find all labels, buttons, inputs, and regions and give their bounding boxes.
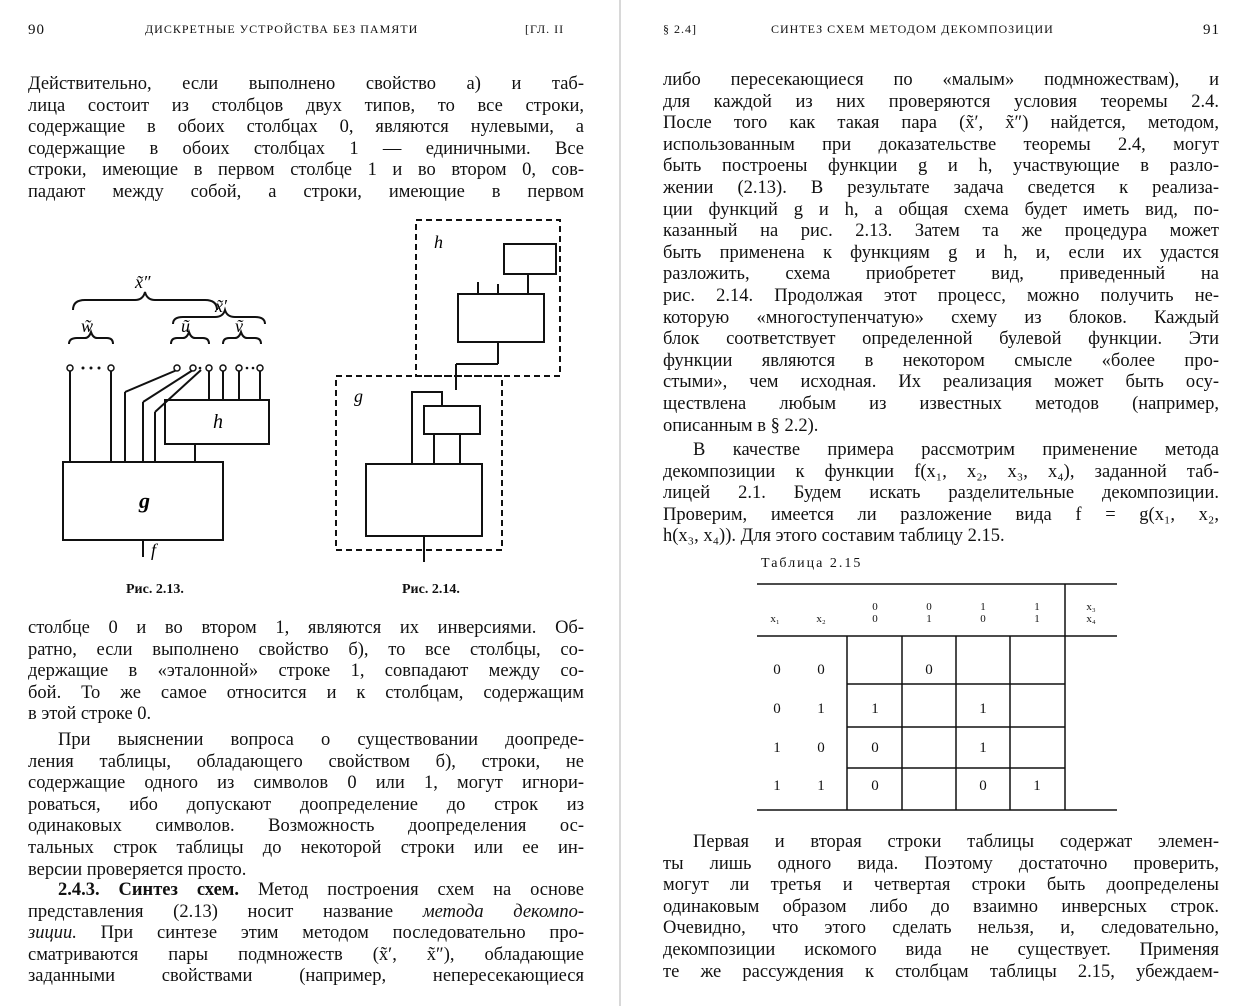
table-cell: 0 [925,662,933,678]
table-2-15 [757,582,1117,814]
fig214-g-label: g [354,386,363,406]
page-number-left: 90 [28,22,45,38]
output-f-label: f [151,540,157,560]
text-line: жении (2.13). В результате задача сведется к реализа- [663,177,1219,198]
text-line: стыми», чем исходная. Их реализация может быть осу- [663,372,1219,393]
text-line [28,902,584,924]
table-cell: 1 [979,740,987,756]
text-line: декомпозиции к функции f(x₁, x₂, x₃, x₄), заданной таб- [663,461,1219,482]
text-span: При синтезе этим методом последовательно про- [100,923,584,944]
caption-fig-2-14: Рис. 2.14. [402,582,460,597]
text-line: тальных строк таблицы до некоторой строки или ее ин- [28,837,584,858]
text-line: в этой строке 0. [28,704,152,725]
corner-x1: x₁ [770,613,780,625]
text-line: могут ли третья и четвертая строки быть доопределены [663,875,1219,896]
text-line: столбце 0 и во втором 1, являются их инверсиями. Об- [28,618,584,638]
table-cell: 1 [979,701,987,717]
figure-2-14 [330,214,570,564]
table-cell: 1 [871,701,879,717]
text-line: Очевидно, что этого сделать нельзя, и, следовательно, [663,918,1219,939]
section-heading-2-4-3: 2.4.3. Синтез схем. [58,880,240,900]
text-line: декомпозиции искомого вида не существует. Применяя [663,939,1219,960]
col-header: 1 [1034,613,1040,625]
row-x2: 1 [817,701,825,717]
right-para-3 [663,832,1219,983]
text-line: держащие в «эталонной» строке 1, совпадают между со- [28,661,584,682]
right-para-2 [663,440,1219,548]
text-line: роваться, ибо допускают доопределение до строк из [28,794,584,815]
text-line: одинаковых символов. Возможность доопределения ос- [28,816,584,837]
col-header: 0 [980,613,986,625]
text-span: Метод построения схем на основе [257,880,584,900]
text-span-italic: зиции. [28,923,77,944]
table-cell: 1 [1033,778,1041,794]
page-number-right: 91 [1203,22,1220,38]
text-line: ты лишь одного вида. Поэтому достаточно проверить, [663,853,1219,874]
right-para-1 [663,70,1219,437]
table-cell: 0 [979,778,987,794]
text-line: В качестве примера рассмотрим применение метода [693,440,1219,460]
table-cell: 0 [871,778,879,794]
col-header: 0 [872,613,878,625]
text-line: описанным в § 2.2). [663,415,819,436]
text-line: быть применена к функциям g и h, и, если их удастся [663,242,1219,263]
box-g-label: g [139,488,150,513]
text-line: блок соответствует определенной булевой функции. Эти [663,329,1219,350]
running-head-right: СИНТЕЗ СХЕМ МЕТОДОМ ДЕКОМПОЗИЦИИ [771,22,1054,36]
text-line: рис. 2.14. Продолжая этот процесс, можно получить не- [663,285,1219,306]
table-title: Таблица 2.15 [761,556,863,571]
text-line: h(x₃, x₄)). Для этого составим таблицу 2.15. [663,526,1005,547]
running-head-left: ДИСКРЕТНЫЕ УСТРОЙСТВА БЕЗ ПАМЯТИ [145,22,419,36]
chapter-ref: [ГЛ. II [525,22,565,36]
section-ref: § 2.4] [663,22,697,36]
label-v: ṽ [235,316,243,336]
text-line: бой. То же самое относится и к столбцам, содержащим [28,682,584,703]
col-header: 1 [1034,601,1040,613]
text-line: ществлена любым из известных методов (например, [663,393,1219,414]
left-para-4 [28,880,584,988]
row-x1: 1 [773,740,781,756]
text-line: казанный на рис. 2.13. Затем та же процедура может [663,221,1219,242]
text-line: функции являются в некотором смысле «более про- [663,350,1219,371]
fig214-h-label: h [434,232,443,252]
col-header: 0 [926,601,932,613]
text-line: одинаковым образом либо до взаимно инверсных строк. [663,896,1219,917]
text-line: которую «многоступенчатую» схему из блоков. Каждый [663,307,1219,328]
text-line: ции функций g и h, а общая схема будет иметь вид, по- [663,199,1219,220]
row-x1: 0 [773,701,781,717]
text-line [28,880,584,902]
label-x-prime: x̃′ [215,296,227,316]
text-line: использованным при доказательстве теоремы 2.4, могут [663,134,1219,155]
text-line: содержащие одного из символов 0 или 1, могут игнори- [28,773,584,794]
text-span-italic: метода декомпо- [422,901,584,922]
table-cell: 0 [871,740,879,756]
row-x1: 0 [773,662,781,678]
box-h-label: h [213,411,223,433]
text-line: ратно, если выполнено свойство б), то все столбцы, со- [28,639,584,660]
text-line: версии проверяется просто. [28,859,247,880]
figure-2-13 [55,262,295,562]
text-line: содержащие в обоих столбцах 0, являются нулевыми, а [28,117,584,138]
text-line: содержащие в обоих столбцах 1 — единичными. Все [28,138,584,159]
text-line: При выяснении вопроса о существовании доопреде- [58,730,584,750]
text-line: быть построены функции g и h, участвующие в разло- [663,156,1219,177]
col-header: 0 [872,601,878,613]
corner-x2: x₂ [816,613,826,625]
text-line: для каждой из них проверяются условия теоремы 2.4. [663,91,1219,112]
left-para-1 [28,74,584,204]
text-line: сматриваются пары подмножеств (x̃′, x̃″), обладающие [28,944,584,965]
text-line: Первая и вторая строки таблицы содержат элемен- [693,832,1219,852]
caption-fig-2-13: Рис. 2.13. [126,582,184,597]
left-para-2 [28,618,584,726]
left-page [0,0,620,1006]
label-u: ũ [181,316,190,336]
corner-x3: x₃ [1086,601,1096,613]
text-line [28,923,584,945]
row-x2: 1 [817,778,825,794]
row-x2: 0 [817,662,825,678]
row-x1: 1 [773,778,781,794]
text-line: заданными свойствами (например, непересекающиеся [28,966,584,987]
left-para-3 [28,730,584,881]
text-line: После того как такая пара (x̃′, x̃″) найдется, методом, [663,113,1219,134]
row-x2: 0 [817,740,825,756]
text-line: либо пересекающиеся по «малым» подмножествам), и [663,70,1219,90]
text-line: Проверим, имеется ли разложение вида f = g(x₁, x₂, [663,504,1219,525]
right-page [621,0,1242,1006]
text-line: лицей 2.1. Будем искать разделительные декомпозиции. [663,483,1219,504]
text-line: строки, имеющие в первом столбце 1 и во втором 0, сов- [28,160,584,181]
corner-x4: x₄ [1086,613,1096,625]
text-line: Действительно, если выполнено свойство а) и таб- [28,74,584,94]
label-w: w̃ [81,316,94,336]
col-header: 1 [926,613,932,625]
text-span: представления (2.13) носит название [28,901,394,922]
label-x-double-prime: x̃″ [135,272,151,292]
text-line: разложить, схема приобретет вид, приведенный на [663,264,1219,285]
text-line: падают между собой, а строки, имеющие в первом [28,181,584,202]
text-line: лица состоит из столбцов двух типов, то все строки, [28,95,584,116]
col-header: 1 [980,601,986,613]
text-line: те же рассуждения к столбцам таблицы 2.15, убеждаем- [663,961,1219,982]
text-line: ления таблицы, обладающего свойством б), строки, не [28,751,584,772]
